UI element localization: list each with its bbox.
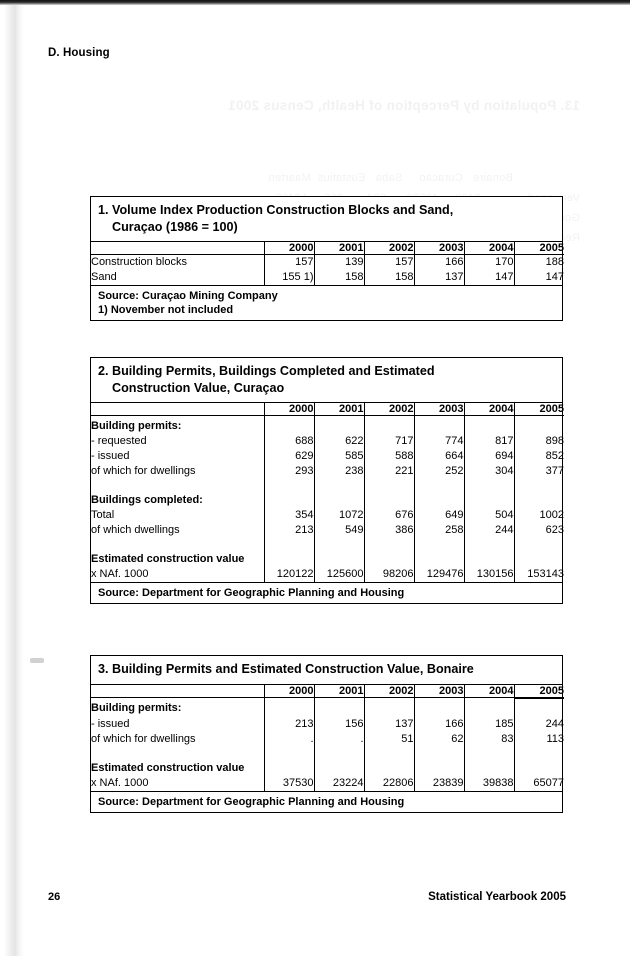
column-header-label <box>91 242 264 255</box>
row-value <box>364 698 414 717</box>
row-value <box>514 490 564 508</box>
table-row <box>91 732 564 747</box>
table-title-line-1: 3. Building Permits and Estimated Construction Value, Bonaire <box>98 662 474 676</box>
row-value <box>364 549 414 567</box>
row-value <box>264 416 314 435</box>
bleed-row: Good <box>551 212 580 224</box>
row-value: 221 <box>364 464 414 479</box>
row-label: - issued <box>91 450 130 462</box>
row-value: 23224 <box>314 776 364 791</box>
row-value: 717 <box>364 434 414 449</box>
row-value <box>464 747 514 758</box>
row-label <box>91 538 264 549</box>
row-label: - requested <box>91 435 147 447</box>
row-label: Buildings completed: <box>91 494 203 506</box>
column-header-year: 2004 <box>464 403 514 416</box>
row-value <box>414 758 464 776</box>
row-value: 386 <box>364 523 414 538</box>
column-header-year: 2002 <box>364 242 414 255</box>
row-label: of which dwellings <box>91 524 180 536</box>
row-value: 166 <box>414 255 464 271</box>
row-value: 129476 <box>414 567 464 582</box>
row-value: 62 <box>414 732 464 747</box>
row-value: 817 <box>464 434 514 449</box>
row-value <box>364 538 414 549</box>
row-value: 113 <box>514 732 564 747</box>
column-header-year: 2002 <box>364 403 414 416</box>
row-value: 664 <box>414 449 464 464</box>
row-label: Construction blocks <box>91 256 187 268</box>
column-header-year: 2001 <box>314 685 364 698</box>
data-table <box>91 403 564 582</box>
row-value <box>364 479 414 490</box>
row-value <box>314 758 364 776</box>
row-value <box>464 758 514 776</box>
row-value <box>264 479 314 490</box>
row-value: 185 <box>464 717 514 732</box>
table-title-line-2: Construction Value, Curaçao <box>112 380 285 395</box>
table-row <box>91 434 564 449</box>
table-title-line-1: 1. Volume Index Production Construction Blocks and Sand, <box>98 203 454 217</box>
row-label: x NAf. 1000 <box>91 568 149 580</box>
footer-title: Statistical Yearbook 2005 <box>428 891 566 903</box>
row-value <box>514 758 564 776</box>
column-header-year: 2000 <box>264 242 314 255</box>
row-value: 158 <box>314 270 364 285</box>
row-value <box>514 698 564 717</box>
row-value: 213 <box>264 523 314 538</box>
table-source <box>91 582 562 603</box>
row-value <box>264 758 314 776</box>
row-value: 304 <box>464 464 514 479</box>
column-header-year: 2003 <box>414 242 464 255</box>
row-value: 137 <box>414 270 464 285</box>
row-value: 120122 <box>264 567 314 582</box>
row-value: 585 <box>314 449 364 464</box>
table-row <box>91 717 564 732</box>
row-value <box>514 479 564 490</box>
row-label: Sand <box>91 271 117 283</box>
row-value: 188 <box>514 255 564 271</box>
row-value <box>414 538 464 549</box>
row-value <box>414 698 464 717</box>
row-value <box>464 549 514 567</box>
row-value: 156 <box>314 717 364 732</box>
row-value <box>464 416 514 435</box>
row-value: 155 1) <box>264 270 314 285</box>
row-value: 157 <box>364 255 414 271</box>
row-value <box>364 758 414 776</box>
row-value <box>414 479 464 490</box>
row-value <box>314 698 364 717</box>
row-value <box>464 479 514 490</box>
row-value: 170 <box>464 255 514 271</box>
row-label: Estimated construction value <box>91 761 245 774</box>
table-title-line-2: Curaçao (1986 = 100) <box>112 219 238 234</box>
table-row <box>91 508 564 523</box>
row-label: Total <box>91 509 115 521</box>
bleed-row: Very <box>556 192 580 204</box>
row-value <box>364 747 414 758</box>
row-label: x NAf. 1000 <box>91 776 149 789</box>
row-label: Estimated construction value <box>91 553 245 565</box>
table-row <box>91 416 564 435</box>
row-value <box>314 538 364 549</box>
row-value <box>364 490 414 508</box>
column-header-year: 2001 <box>314 242 364 255</box>
row-value <box>414 549 464 567</box>
row-value: 688 <box>264 434 314 449</box>
row-value <box>314 479 364 490</box>
table-row <box>91 567 564 582</box>
row-value <box>514 747 564 758</box>
table-source-text: Source: Department for Geographic Planning and Housing <box>98 795 405 808</box>
row-value: 153143 <box>514 567 564 582</box>
row-value <box>464 490 514 508</box>
row-value: 166 <box>414 717 464 732</box>
row-value: 22806 <box>364 776 414 791</box>
table-building-permits-curacao <box>90 357 563 604</box>
row-value: 147 <box>464 270 514 285</box>
column-header-year: 2004 <box>464 242 514 255</box>
table-row <box>91 776 564 791</box>
row-value: 158 <box>364 270 414 285</box>
row-value: 244 <box>464 523 514 538</box>
row-value: 293 <box>264 464 314 479</box>
table-row <box>91 449 564 464</box>
column-header-year: 2000 <box>264 685 314 698</box>
row-value: 588 <box>364 449 414 464</box>
column-header-label <box>91 685 264 698</box>
row-value: 252 <box>414 464 464 479</box>
table-row <box>91 747 564 758</box>
row-value <box>314 416 364 435</box>
row-value: 629 <box>264 449 314 464</box>
section-heading: D. Housing <box>48 47 110 59</box>
row-value <box>414 747 464 758</box>
row-value: 244 <box>514 717 564 732</box>
table-row <box>91 758 564 776</box>
column-header-year: 2000 <box>264 403 314 416</box>
row-value: 377 <box>514 464 564 479</box>
row-label <box>91 479 264 490</box>
column-header-year: 2002 <box>364 685 414 698</box>
row-value <box>464 538 514 549</box>
table-source-text: Source: Curaçao Mining Company <box>98 290 278 302</box>
row-label: Building permits: <box>91 702 182 714</box>
row-label: Building permits: <box>91 420 182 432</box>
row-value: 137 <box>364 717 414 732</box>
row-value: 51 <box>364 732 414 747</box>
row-value: 1002 <box>514 508 564 523</box>
column-header-label <box>91 403 264 416</box>
column-header-year: 2003 <box>414 403 464 416</box>
row-value <box>364 416 414 435</box>
table-row <box>91 270 564 285</box>
row-value: 694 <box>464 449 514 464</box>
row-value: 157 <box>264 255 314 271</box>
table-row <box>91 698 564 717</box>
bleed-title: 13. Population by Perception of Health, Census 2001 <box>227 98 580 113</box>
row-value <box>414 416 464 435</box>
table-row <box>91 464 564 479</box>
footer-page-number: 26 <box>48 891 61 903</box>
row-value: 623 <box>514 523 564 538</box>
row-label <box>91 747 264 758</box>
column-header-year: 2004 <box>464 685 514 698</box>
column-header-year: 2001 <box>314 403 364 416</box>
row-value <box>514 549 564 567</box>
row-value <box>314 747 364 758</box>
row-value <box>314 490 364 508</box>
row-value <box>264 747 314 758</box>
row-value: 549 <box>314 523 364 538</box>
row-value: 1072 <box>314 508 364 523</box>
row-value: 852 <box>514 449 564 464</box>
row-value <box>264 490 314 508</box>
table-source <box>91 285 562 320</box>
row-value: . <box>264 732 314 747</box>
row-value: 23839 <box>414 776 464 791</box>
row-value: 898 <box>514 434 564 449</box>
table-header-row <box>91 403 564 416</box>
row-value: 238 <box>314 464 364 479</box>
row-value: 676 <box>364 508 414 523</box>
column-header-year: 2005 <box>514 242 564 255</box>
row-value: 504 <box>464 508 514 523</box>
row-value <box>414 490 464 508</box>
row-value: 649 <box>414 508 464 523</box>
data-table <box>91 685 564 791</box>
row-value: 258 <box>414 523 464 538</box>
data-table <box>91 242 564 285</box>
column-header-year: 2003 <box>414 685 464 698</box>
table-row <box>91 255 564 271</box>
row-value: 354 <box>264 508 314 523</box>
table-row <box>91 549 564 567</box>
table-footnote: 1) November not included <box>98 304 234 316</box>
row-value: 37530 <box>264 776 314 791</box>
row-value: 39838 <box>464 776 514 791</box>
row-value <box>464 698 514 717</box>
row-value <box>314 549 364 567</box>
table-row <box>91 523 564 538</box>
table-header-row <box>91 242 564 255</box>
row-value: 139 <box>314 255 364 271</box>
table-row <box>91 538 564 549</box>
row-value <box>264 698 314 717</box>
row-value: 83 <box>464 732 514 747</box>
row-value: 98206 <box>364 567 414 582</box>
table-source <box>91 791 562 812</box>
row-label: of which for dwellings <box>91 732 196 745</box>
row-value <box>264 538 314 549</box>
table-title-line-1: 2. Building Permits, Buildings Completed and Estimated <box>98 364 435 378</box>
table-title <box>91 656 562 685</box>
column-header-year: 2005 <box>514 403 564 416</box>
row-value: 65077 <box>514 776 564 791</box>
table-building-permits-bonaire <box>90 655 563 813</box>
row-value <box>514 538 564 549</box>
row-value: . <box>314 732 364 747</box>
row-value: 774 <box>414 434 464 449</box>
table-title <box>91 358 562 403</box>
row-value: 147 <box>514 270 564 285</box>
row-value: 125600 <box>314 567 364 582</box>
row-label: - issued <box>91 717 130 730</box>
table-row <box>91 490 564 508</box>
row-value: 622 <box>314 434 364 449</box>
row-label: of which for dwellings <box>91 465 196 477</box>
bleed-row: Bonaire Curacao Saba Eustatius Maarten <box>268 172 580 184</box>
column-header-year: 2005 <box>514 685 564 698</box>
row-value: 213 <box>264 717 314 732</box>
table-title <box>91 197 562 242</box>
row-value <box>514 416 564 435</box>
table-row <box>91 479 564 490</box>
row-value <box>264 549 314 567</box>
row-value: 130156 <box>464 567 514 582</box>
table-volume-index-production <box>90 196 563 321</box>
table-source-text: Source: Department for Geographic Planning and Housing <box>98 587 405 599</box>
table-header-row <box>91 685 564 698</box>
